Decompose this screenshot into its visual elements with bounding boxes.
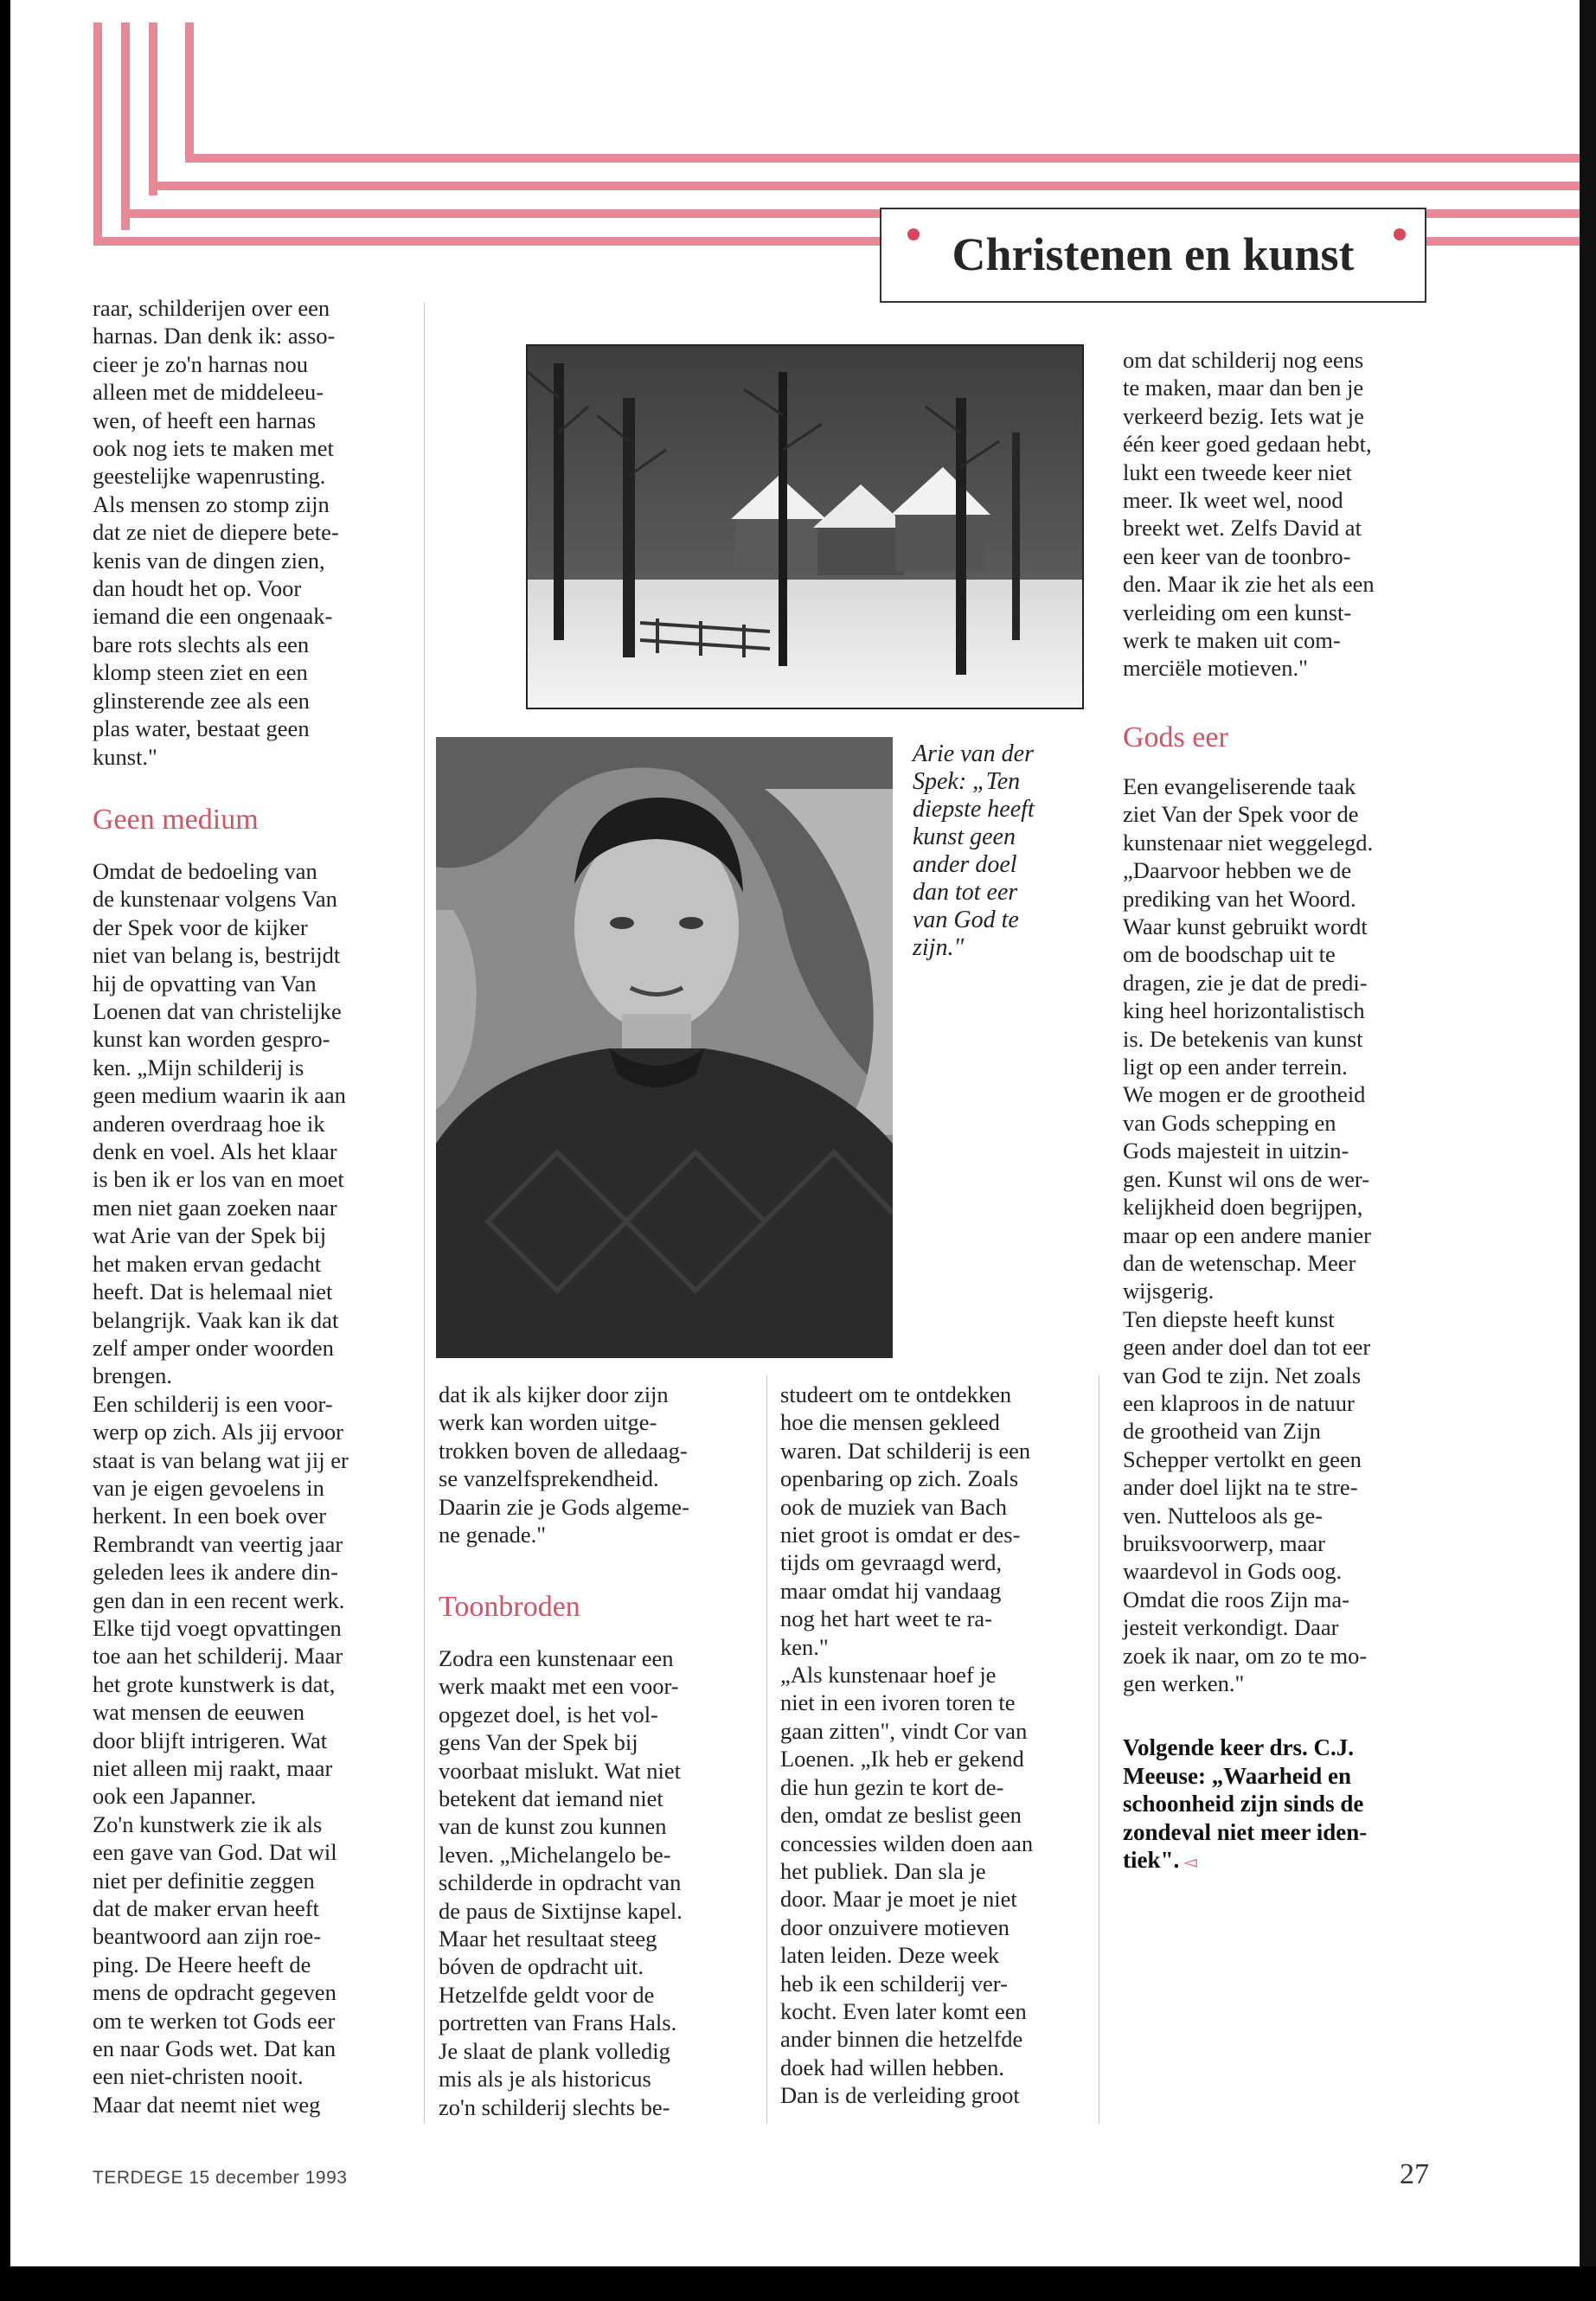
page-number: 27 bbox=[1400, 2158, 1429, 2190]
column-4-text-bottom: Een evangeliserende taak ziet Van der Spek voor de kunstenaar niet weggelegd. „Daarvoor hebben we de prediking van het Woord. Waar kunst gebruikt wordt om de boodschap uit te dragen, zie je dat de predi- king heel horizontalistisch is. De betekenis van kunst ligt op een ander terrein. We mogen er de grootheid van Gods schepping en Gods majesteit in uitzin- gen. Kunst wil ons de wer- kelijkheid doen begrijpen, maar op een andere manier dan de wetenschap. Meer wijsgerig. Ten diepste heeft kunst geen ander doel dan tot eer van God te zijn. Net zoals een klaproos in de natuur de grootheid van Zijn Schepper vertolkt en geen ander doel lijkt na te stre- ven. Nutteloos als ge- bruiksvoorwerp, maar waardevol in Gods oog. Omdat die roos Zijn ma- jesteit verkondigt. Daar zoek ik naar, om zo te mo- gen werken." bbox=[1123, 773, 1374, 1696]
heading-gods-eer: Gods eer bbox=[1123, 721, 1228, 753]
section-title-box bbox=[880, 208, 1426, 303]
bullet-icon bbox=[1394, 228, 1406, 240]
publication-footer: TERDEGE 15 december 1993 bbox=[93, 2168, 348, 2188]
heading-geen-medium: Geen medium bbox=[93, 804, 259, 836]
heading-toonbroden: Toonbroden bbox=[439, 1591, 580, 1623]
page-edge-left bbox=[0, 0, 10, 2301]
page-edge-bottom bbox=[0, 2266, 1596, 2301]
column-rule bbox=[766, 1375, 767, 2124]
section-title: Christenen en kunst bbox=[952, 228, 1355, 280]
end-of-article-icon: ◅ bbox=[1179, 1853, 1197, 1872]
page-edge-right bbox=[1580, 0, 1596, 2301]
column-2-text-bottom: Zodra een kunstenaar een werk maakt met een voor- opgezet doel, is het vol- gens Van der Spek bij voorbaat mislukt. Wat niet betekent dat iemand niet van de kunst zou kunnen leven. „Michelangelo be- schilderde in opdracht van de paus de Sixtijnse kapel. Maar het resultaat steeg bóven de opdracht uit. Hetzelfde geldt voor de portretten van Frans Hals. Je slaat de plank volledig mis als je als historicus zo'n schilderij slechts be- bbox=[439, 1645, 683, 2120]
column-4-text-top: om dat schilderij nog eens te maken, maar dan ben je verkeerd bezig. Iets wat je één keer goed gedaan hebt, lukt een tweede keer niet meer. Ik weet wel, nood breekt wet. Zelfs David at een keer van de toonbro- den. Maar ik zie het als een verleiding om een kunst- werk te maken uit com- merciële motieven." bbox=[1123, 347, 1375, 682]
column-1-text-bottom: Omdat de bedoeling van de kunstenaar volgens Van der Spek voor de kijker niet van belang is, bestrijdt hij de opvatting van Van Loenen dat van christelijke kunst kan worden gespro- ken. „Mijn schilderij is geen medium waarin ik aan anderen overdraag hoe ik denk en voel. Als het klaar is ben ik er los van en moet men niet gaan zoeken naar wat Arie van der Spek bij het maken ervan gedacht heeft. Dat is helemaal niet belangrijk. Vaak kan ik dat zelf amper onder woorden brengen. Een schilderij is een voor- werp op zich. Als jij ervoor staat is van belang wat jij er van je eigen gevoelens in herkent. In een boek over Rembrandt van veertig jaar geleden lees ik andere din- gen dan in een recent werk. Elke tijd voegt opvattingen toe aan het schilderij. Maar het grote kunstwerk is dat, wat mensen de eeuwen door blijft intrigeren. Wat niet alleen mij raakt, maar ook een Japanner. Zo'n kunstwerk zie ik als een gave van God. Dat wil niet per definitie zeggen dat de maker ervan heeft beantwoord aan zijn roe- ping. De Heere heeft de mens de opdracht gegeven om te werken tot Gods eer en naar Gods wet. Dat kan een niet-christen nooit. Maar dat neemt niet weg bbox=[93, 858, 349, 2118]
column-2-text-top: dat ik als kijker door zijn werk kan worden uitge- trokken boven de alledaag- se vanzelfsprekendheid. Daarin zie je Gods algeme- ne genade." bbox=[439, 1381, 689, 1548]
winter-painting-image bbox=[526, 344, 1084, 709]
column-1-text-top: raar, schilderijen over een harnas. Dan denk ik: asso- cieer je zo'n harnas nou alleen met de middeleeu- wen, of heeft een harnas ook nog iets te maken met geestelijke wapenrusting. Als mensen zo stomp zijn dat ze niet de diepere bete- kenis van de dingen zien, dan houdt het op. Voor iemand die een ongenaak- bare rots slechts als een klomp steen ziet en een glinsterende zee als een plas water, bestaat geen kunst." bbox=[93, 295, 339, 770]
photo-caption: Arie van der Spek: „Ten diepste heeft kunst geen ander doel dan tot eer van God te zijn." bbox=[913, 740, 1035, 961]
column-3-text: studeert om te ontdekken hoe die mensen gekleed waren. Dat schilderij is een openbaring op zich. Zoals ook de muziek van Bach niet groot is omdat er des- tijds om gevraagd werd, maar omdat hij vandaag nog het hart weet te ra- ken." „Als kunstenaar hoef je niet in een ivoren toren te gaan zitten", vindt Cor van Loenen. „Ik heb er gekend die hun gezin te kort de- den, omdat ze beslist geen concessies wilden doen aan het publiek. Dan sla je door. Maar je moet je niet door onzuivere motieven laten leiden. Deze week heb ik een schilderij ver- kocht. Even later komt een ander binnen die hetzelfde doek had willen hebben. Dan is de verleiding groot bbox=[780, 1381, 1034, 2109]
column-rule bbox=[424, 303, 425, 2124]
artist-portrait-photo bbox=[436, 737, 893, 1358]
next-issue-note: Volgende keer drs. C.J. Meeuse: „Waarheid en schoonheid zijn sinds de zondeval niet meer iden- tiek". ◅ bbox=[1123, 1734, 1368, 1873]
